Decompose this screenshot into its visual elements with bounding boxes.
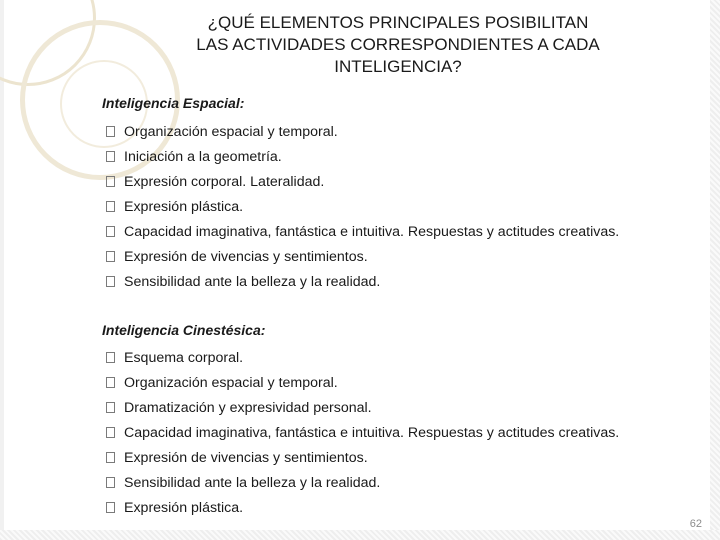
square-bullet-icon [106, 452, 115, 463]
list-item [106, 119, 619, 144]
list-item-text: Capacidad imaginativa, fantástica e intuitiva. Respuestas y actitudes creativas. [124, 223, 620, 240]
list-item-text: Expresión de vivencias y sentimientos. [124, 449, 368, 466]
list-item-text: Organización espacial y temporal. [124, 374, 338, 391]
bullet-list-cinestesica [106, 345, 619, 520]
section-heading-espacial: Inteligencia Espacial: [102, 95, 245, 111]
list-item [106, 244, 619, 269]
list-item [106, 144, 619, 169]
decorative-ring [0, 0, 96, 86]
list-item [106, 219, 619, 244]
square-bullet-icon [106, 402, 115, 413]
list-item-text: Expresión corporal. Lateralidad. [124, 173, 325, 190]
list-item [106, 495, 619, 520]
list-item-text: Iniciación a la geometría. [124, 148, 282, 165]
square-bullet-icon [106, 226, 115, 237]
bottom-border-decoration [0, 530, 720, 540]
list-item-text: Organización espacial y temporal. [124, 123, 338, 140]
page-number: 62 [689, 518, 702, 530]
list-item [106, 445, 619, 470]
bullet-list-espacial [106, 119, 619, 294]
list-item [106, 370, 619, 395]
list-item-text: Capacidad imaginativa, fantástica e intuitiva. Respuestas y actitudes creativas. [124, 424, 620, 441]
list-item-text: Sensibilidad ante la belleza y la realidad. [124, 273, 381, 290]
left-border-decoration [0, 0, 4, 540]
list-item-text: Expresión plástica. [124, 198, 244, 215]
square-bullet-icon [106, 427, 115, 438]
list-item [106, 395, 619, 420]
list-item [106, 420, 619, 445]
square-bullet-icon [106, 201, 115, 212]
list-item [106, 194, 619, 219]
square-bullet-icon [106, 352, 115, 363]
slide-title [100, 12, 696, 78]
right-border-decoration [710, 0, 720, 540]
square-bullet-icon [106, 126, 115, 137]
square-bullet-icon [106, 377, 115, 388]
square-bullet-icon [106, 251, 115, 262]
section-heading-cinestesica: Inteligencia Cinestésica: [102, 322, 266, 338]
square-bullet-icon [106, 276, 115, 287]
slide-title-line: INTELIGENCIA? [334, 57, 462, 76]
list-item-text: Esquema corporal. [124, 349, 244, 366]
list-item [106, 169, 619, 194]
list-item-text: Expresión plástica. [124, 499, 244, 516]
list-item [106, 345, 619, 370]
list-item [106, 269, 619, 294]
square-bullet-icon [106, 176, 115, 187]
list-item-text: Sensibilidad ante la belleza y la realidad. [124, 474, 381, 491]
square-bullet-icon [106, 477, 115, 488]
slide-title-line: LAS ACTIVIDADES CORRESPONDIENTES A CADA [196, 35, 600, 54]
square-bullet-icon [106, 502, 115, 513]
square-bullet-icon [106, 151, 115, 162]
slide-title-line: ¿QUÉ ELEMENTOS PRINCIPALES POSIBILITAN [207, 13, 589, 32]
list-item [106, 470, 619, 495]
list-item-text: Expresión de vivencias y sentimientos. [124, 248, 368, 265]
list-item-text: Dramatización y expresividad personal. [124, 399, 372, 416]
